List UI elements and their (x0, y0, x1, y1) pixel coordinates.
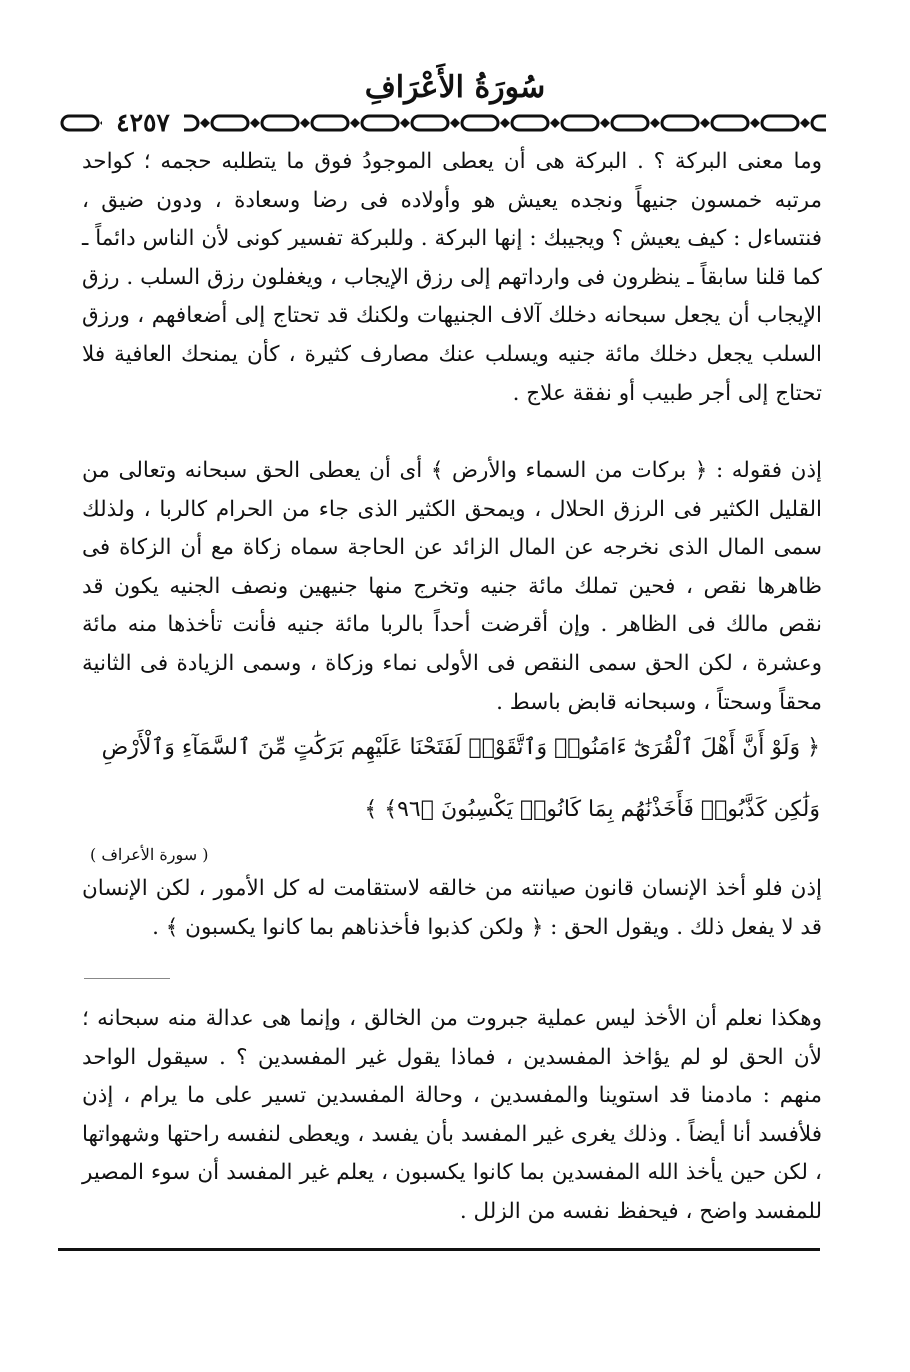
chain-diamond-icon (600, 118, 610, 128)
chain-link-icon (762, 116, 798, 130)
verse-source-reference: ( سورة الأعراف ) (90, 845, 209, 864)
chain-diamond-icon (350, 118, 360, 128)
chain-link-icon (812, 116, 826, 130)
chain-link-icon (212, 116, 248, 130)
surah-title: سُورَةُ الأَعْرَافِ (364, 70, 546, 105)
page-number: ٤٢٥٧ (102, 107, 184, 139)
chain-link-icon (362, 116, 398, 130)
paragraph-blessings-explanation: إذن فقوله : ﴿ بركات من السماء والأرض ﴾ أى أن يعطى الحق سبحانه وتعالى من القليل الكثير فى الرزق الحلال ، ويمحق الكثير الذى جاء من الحرام كالربا ، ولذلك سمى المال الذى نخرجه عن المال الزائد عن الحاجة سماه زكاة مع أن الزكاة فى ظاهرها نقص ، فحين تملك مائة جنيه وتخرج منها جنيهين ونصف الجنيه يكون قد نقص مالك فى الظاهر . وإن أقرضت أحداً بالربا مائة جنيه فأنت تأخذها منه مائة وعشرة ، لكن الحق سمى النقص فى الأولى نماء وزكاة ، وسمى الزيادة فى الثانية محقاً وسحتاً ، وسبحانه قابض باسط . (82, 458, 822, 715)
bottom-rule (58, 1248, 820, 1251)
chain-link-icon (62, 116, 98, 130)
quran-verse-line-1: ﴿ وَلَوْ أَنَّ أَهْلَ ٱلْقُرَىٰٓ ءَامَنُوا۟ وَٱتَّقَوْا۟ لَفَتَحْنَا عَلَيْهِم بَرَكَٰتٍ مِّنَ ٱلسَّمَآءِ وَٱلْأَرْضِ (101, 735, 820, 760)
chain-link-icon (562, 116, 598, 130)
chain-diamond-icon (450, 118, 460, 128)
chain-diamond-icon (300, 118, 310, 128)
chain-link-icon (262, 116, 298, 130)
chain-diamond-icon (250, 118, 260, 128)
chain-link-icon (462, 116, 498, 130)
chain-link-icon (662, 116, 698, 130)
paragraph-barakah-meaning: وما معنى البركة ؟ . البركة هى أن يعطى الموجودُ فوق ما يتطلبه حجمه ؛ كواحد مرتبه خمسون جنيهاً ونجده يعيش هو وأولاده فى رضا وسعادة ، ودون ضيق ، فنتساءل : كيف يعيش ؟ ويجيبك : إنها البركة . وللبركة تفسير كونى لأن الناس دائماً ـ كما قلنا سابقاً ـ ينظرون فى وارداتهم إلى رزق الإيجاب ، ويغفلون رزق السلب . رزق الإيجاب أن يجعل سبحانه دخلك آلاف الجنيهات ولكنك قد تحتاج إلى أضعافهم ، ورزق السلب يجعل دخلك مائة جنيه ويسلب عنك مصارف كثيرة ، كأن يمنحك العافية فلا تحتاج إلى أجر طبيب أو نفقة علاج . (82, 149, 822, 406)
chain-diamond-icon (200, 118, 210, 128)
chain-diamond-icon (650, 118, 660, 128)
quran-verse-line-2: وَلَٰكِن كَذَّبُوا۟ فَأَخَذْنَٰهُم بِمَا كَانُوا۟ يَكْسِبُونَ ﴿٩٦﴾ ﴾ (364, 797, 820, 822)
paragraph-divine-justice: وهكذا نعلم أن الأخذ ليس عملية جبروت من الخالق ، وإنما هى عدالة منه سبحانه ؛ لأن الحق لو لم يؤاخذ المفسدين ، فماذا يقول غير المفسدين ؟ . سيقول الواحد منهم : مادمنا قد استوينا والمفسدين ، وحالة المفسدين تسير على ما يرام ، إذن فلأفسد أنا أيضاً . وذلك يغرى غير المفسد بأن يفسد ، ويعطى لنفسه راحتها وشهواتها ، لكن حين يأخذ الله المفسدين بما كانوا يكسبون ، يعلم غير المفسد أن سوء المصير للمفسد واضح ، فيحفظ نفسه من الزلل . (82, 1006, 822, 1224)
chain-link-icon (512, 116, 548, 130)
chain-diamond-icon (500, 118, 510, 128)
chain-diamond-icon (550, 118, 560, 128)
chain-link-icon (412, 116, 448, 130)
chain-link-icon (712, 116, 748, 130)
chain-diamond-icon (700, 118, 710, 128)
paragraph-divine-law: إذن فلو أخذ الإنسان قانون صيانته من خالقه لاستقامت له كل الأمور ، لكن الإنسان قد لا يفعل ذلك . ويقول الحق : ﴿ ولكن كذبوا فأخذناهم بما كانوا يكسبون ﴾ . (82, 876, 822, 940)
chain-link-icon (612, 116, 648, 130)
chain-diamond-icon (750, 118, 760, 128)
chain-link-icon (312, 116, 348, 130)
chain-diamond-icon (800, 118, 810, 128)
separator-short (84, 978, 170, 979)
chain-diamond-icon (400, 118, 410, 128)
